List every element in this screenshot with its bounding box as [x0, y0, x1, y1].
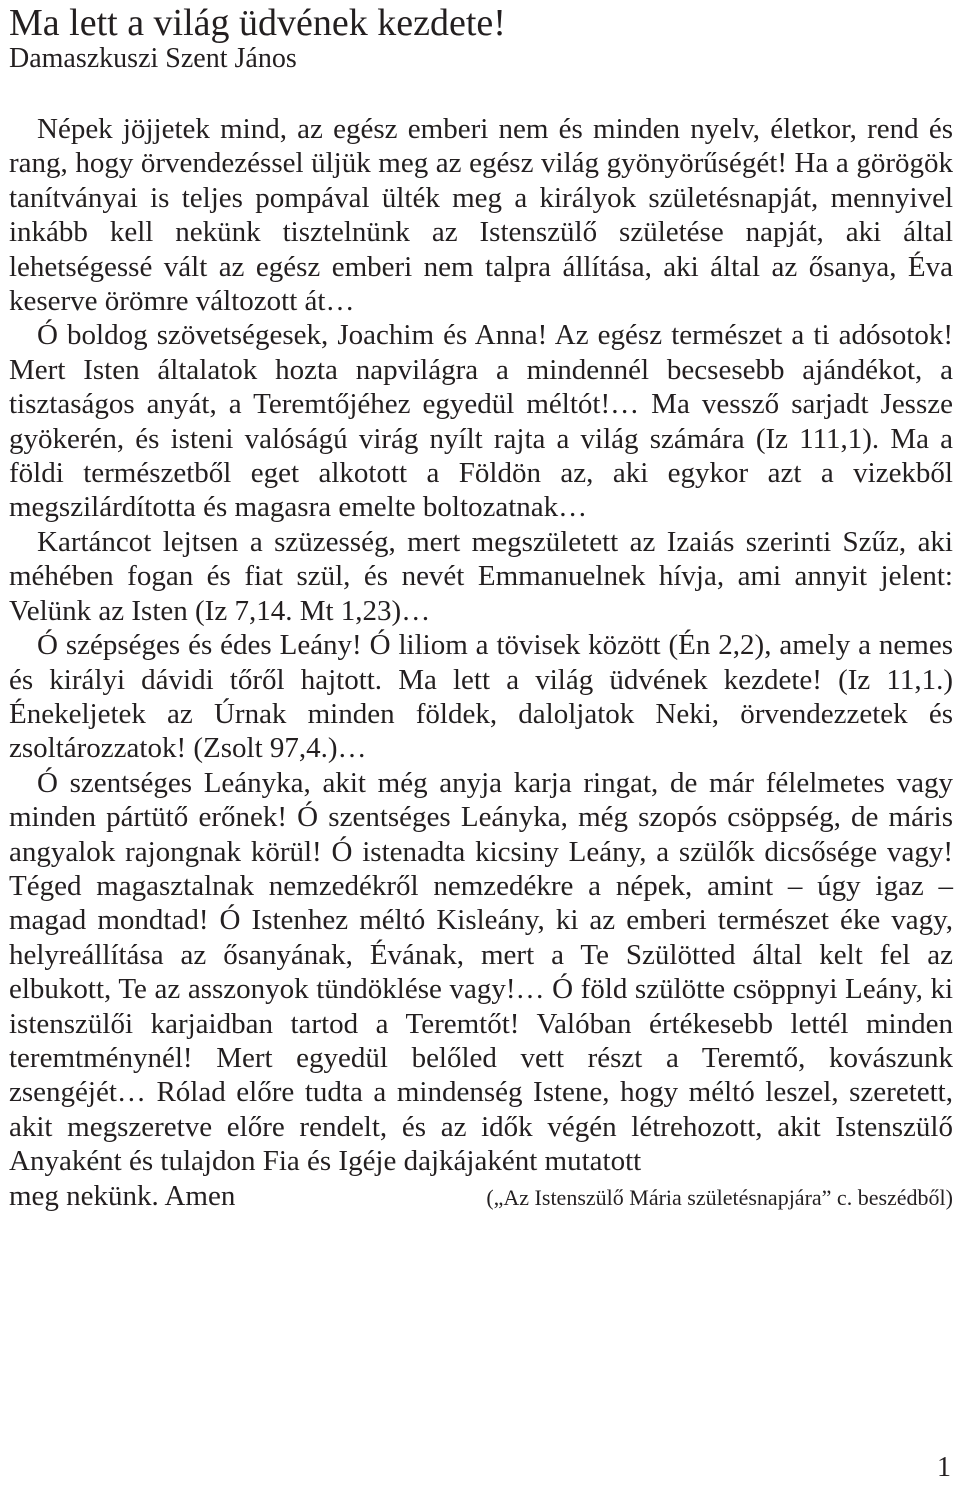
paragraph-3: Kartáncot lejtsen a szüzesség, mert megszületett az Izaiás szerinti Szűz, aki méhében fogan és fiat szül, és nevét Emmanuelnek hívja, ami annyit jelent: Velünk az Isten (Iz 7,14. Mt 1,23)…: [9, 525, 953, 627]
document-body: [9, 112, 953, 1215]
paragraph-5: Ó szentséges Leányka, akit még anyja karja ringat, de már félelmetes vagy minden pártütő erőnek! Ó szentséges Leányka, még szopós csöppség, de máris angyalok rajongnak körül! Ó istenadta kicsiny Leány, a szülők dicsősége vagy! Téged magasztalnak nemzedékről nemzedékre a népek, amint – úgy igaz – magad mondtad! Ó Istenhez méltó Kisleány, ki az emberi természet éke vagy, helyreállítása az ősanyának, Évának, mert a Te Szülötted által kelt fel az elbukott, Te az asszonyok tündöklése vagy!… Ó föld szülötte csöppnyi Leány, ki istenszülői karjaidban tartod a Teremtőt! Valóban értékesebb lettél minden teremtménynél! Mert egyedül belőled vett részt a Teremtő, kovászunk zsengéjét… Rólad előre tudta a mindenség Istene, hogy méltó leszel, szeretett, akit megszeretve előre rendelt, és az idők végén létrehozott, akit Istenszülő Anyaként és tulajdon Fia és Igéje dajkájaként mutatott: [9, 766, 953, 1178]
paragraph-1: Népek jöjjetek mind, az egész emberi nem és minden nyelv, életkor, rend és rang, hogy örvendezéssel üljük meg az egész világ gyönyörűségét! Ha a görögök tanítványai is teljes pompával ülték meg a királyok születésnapját, mennyivel inkább kell nekünk tisztelnünk az Istenszülő születése napját, aki által lehetségessé vált az egész emberi nem talpra állítása, aki által az ősanya, Éva keserve örömre változott át…: [9, 113, 953, 318]
document-author: Damaszkuszi Szent János: [9, 43, 297, 74]
closing-text: meg nekünk. Amen: [9, 1179, 236, 1212]
closing-line: [9, 1179, 953, 1215]
document-title: Ma lett a világ üdvének kezdete!: [9, 2, 506, 44]
page-number: 1: [937, 1452, 951, 1483]
paragraph-4: Ó szépséges és édes Leány! Ó liliom a tövisek között (Én 2,2), amely a nemes és királyi dávidi tőről hajtott. Ma lett a világ üdvének kezdete! (Iz 11,1.) Énekeljetek az Úrnak minden földek, daloljatok Neki, örvendezzetek és zsoltározzatok! (Zsolt 97,4.)…: [9, 629, 953, 765]
source-citation: („Az Istenszülő Mária születésnapjára” c. beszédből): [486, 1184, 953, 1210]
paragraph-2: Ó boldog szövetségesek, Joachim és Anna! Az egész természet a ti adósotok! Mert Isten általatok hozta napvilágra a mindennél becsesebb ajándékot, a tisztaságos anyát, a Teremtőjéhez egyedül méltót!… Ma vessző sarjadt Jessze gyökerén, és isteni valóságú virág nyílt rajta a világ számára (Iz 111,1). Ma a földi természetből eget alkotott a Földön az, aki egykor azt a vizekből megszilárdította és magasra emelte boltozatnak…: [9, 319, 953, 524]
